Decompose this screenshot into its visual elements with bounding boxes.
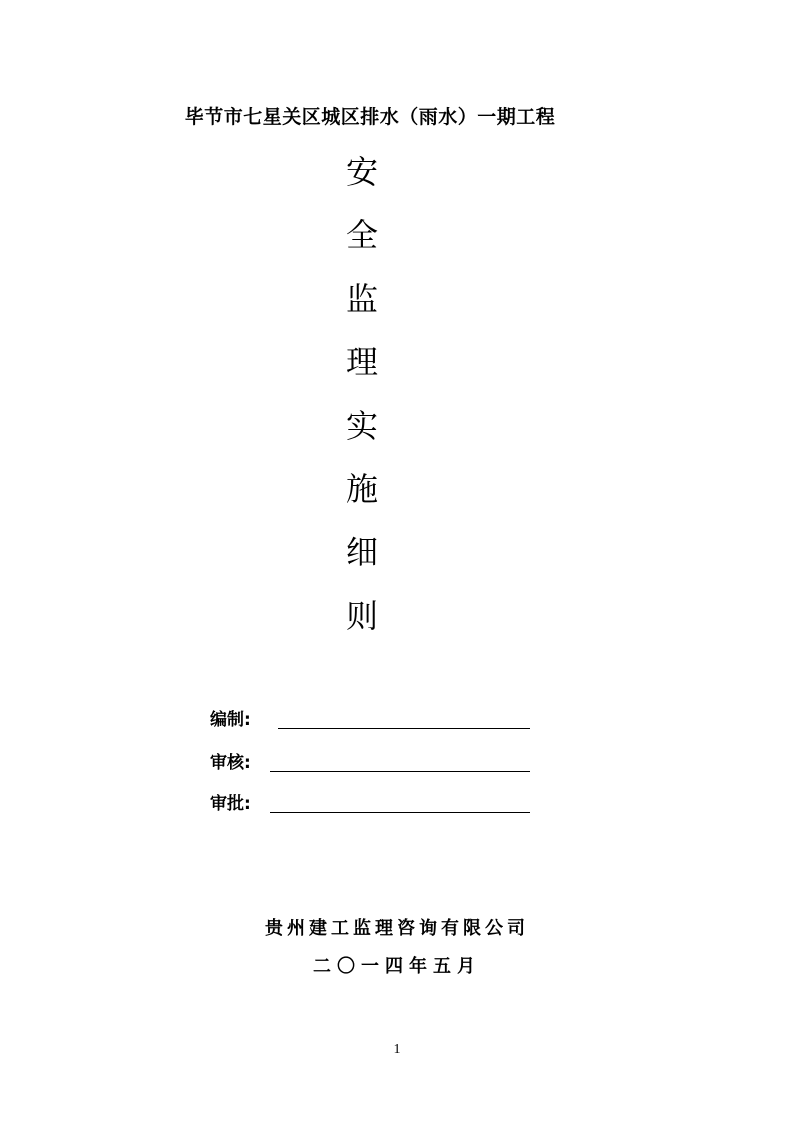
- company-name: 贵州建工监理咨询有限公司: [265, 918, 529, 939]
- document-title-vertical: [328, 148, 396, 655]
- title-char: 监: [345, 279, 378, 318]
- title-char: 则: [345, 596, 378, 635]
- title-char: 理: [345, 343, 378, 382]
- title-char: 施: [345, 469, 378, 508]
- title-char: 实: [345, 406, 378, 445]
- page-number: 1: [393, 1042, 401, 1057]
- approved-by-label: 审批:: [210, 794, 251, 814]
- title-char: 全: [345, 216, 378, 255]
- compiled-by-signature-line: [278, 728, 530, 729]
- approved-by-signature-line: [270, 812, 530, 813]
- compiled-by-label: 编制:: [210, 710, 251, 730]
- reviewed-by-label: 审核:: [210, 753, 251, 773]
- document-date: 二〇一四年五月: [313, 956, 481, 977]
- project-title: 毕节市七星关区城区排水（雨水）一期工程: [184, 106, 556, 128]
- reviewed-by-signature-line: [270, 771, 530, 772]
- title-char: 安: [345, 153, 378, 191]
- title-char: 细: [345, 533, 378, 572]
